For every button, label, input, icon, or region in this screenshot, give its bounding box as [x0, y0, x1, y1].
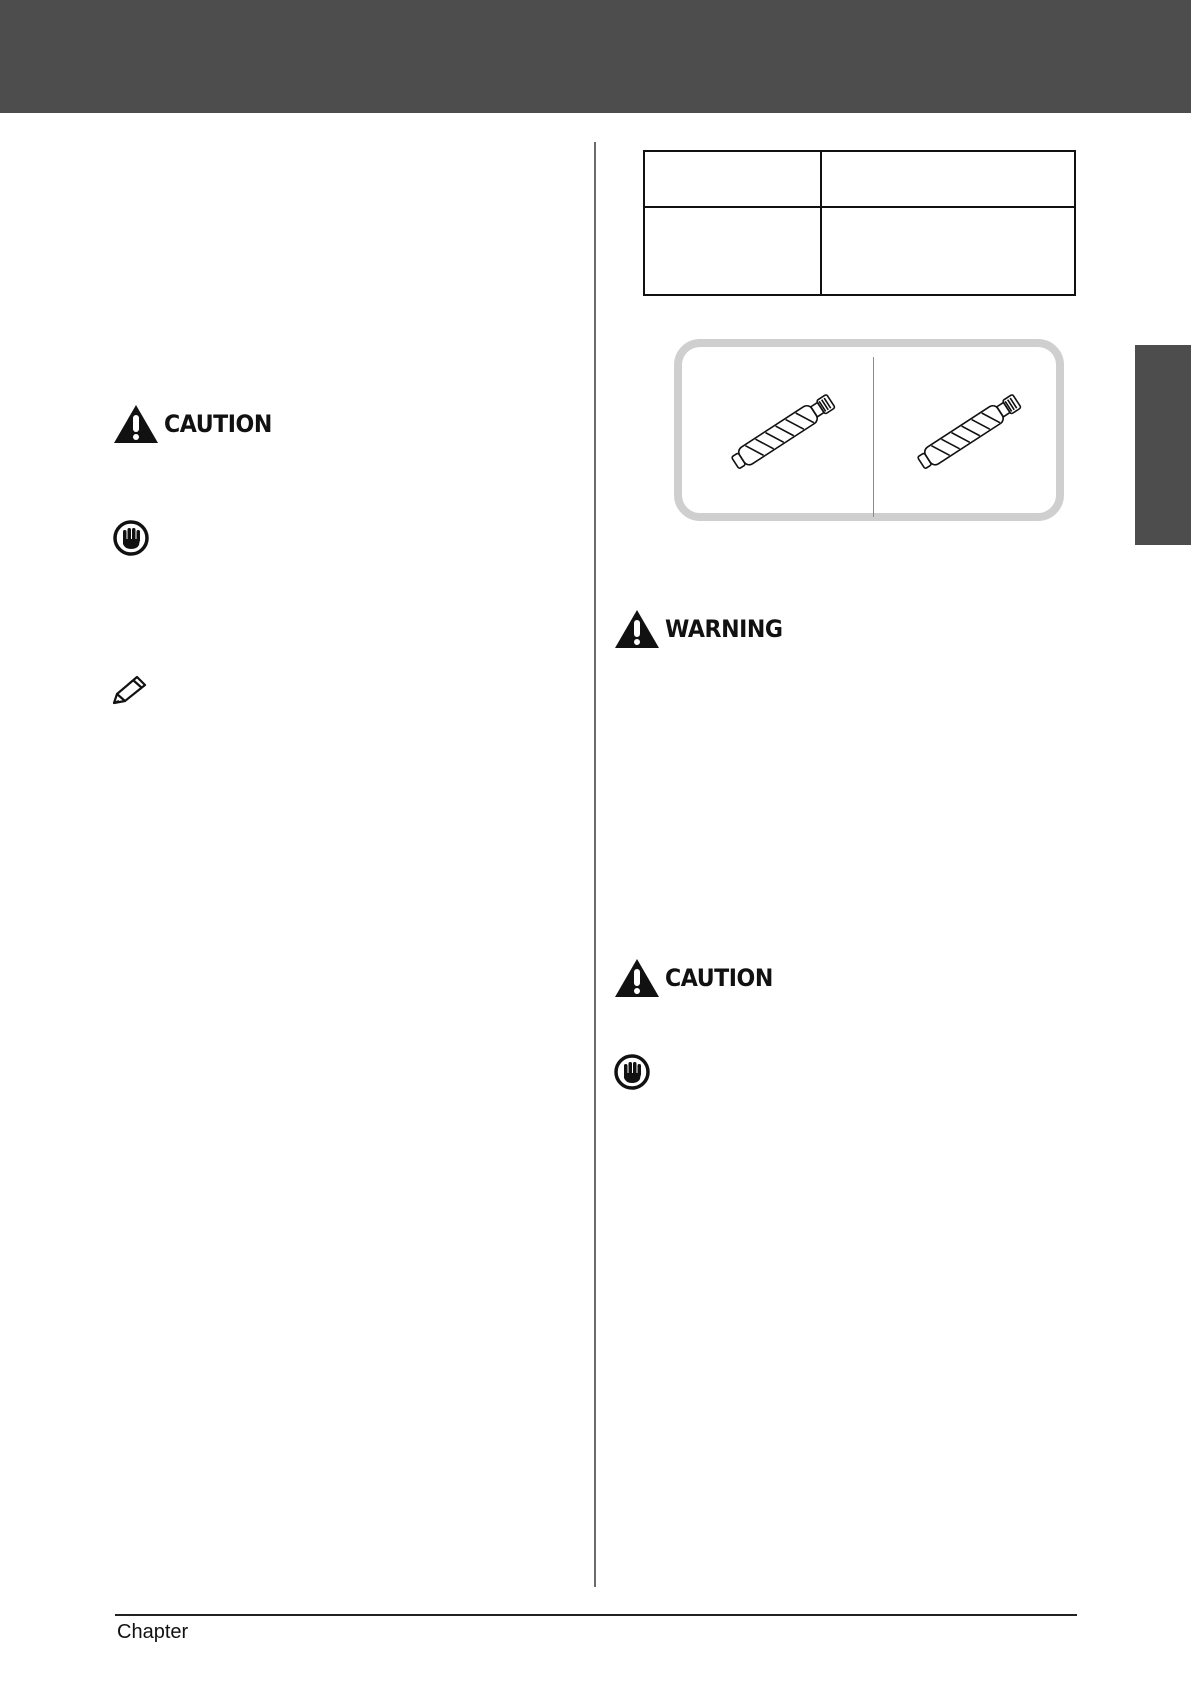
table-row	[644, 151, 1075, 207]
pencil-icon	[111, 674, 149, 706]
hand-stop-icon	[614, 1054, 650, 1090]
table-cell	[821, 151, 1075, 207]
toner-illustration-panel	[674, 339, 1064, 521]
caution-label: CAUTION	[164, 410, 272, 438]
warning-notice-right	[614, 609, 793, 649]
warning-label: WARNING	[665, 615, 783, 643]
table-cell	[821, 207, 1075, 295]
caution-notice-left	[113, 404, 281, 444]
spec-table	[643, 150, 1076, 296]
hand-stop-icon	[113, 520, 149, 556]
toner-cartridge-icon	[904, 387, 1034, 477]
table-row	[644, 207, 1075, 295]
caution-notice-right	[614, 958, 782, 998]
footer-chapter-label: Chapter	[117, 1621, 189, 1643]
table-cell	[644, 151, 821, 207]
warning-triangle-icon	[113, 404, 159, 444]
warning-triangle-icon	[614, 958, 660, 998]
warning-triangle-icon	[614, 609, 660, 649]
caution-label: CAUTION	[665, 964, 773, 992]
column-divider	[594, 142, 596, 1587]
footer-rule	[115, 1614, 1077, 1616]
chapter-side-tab	[1135, 345, 1191, 545]
table-cell	[644, 207, 821, 295]
panel-divider	[873, 357, 874, 517]
header-band	[0, 0, 1191, 113]
toner-cartridge-icon	[718, 387, 848, 477]
